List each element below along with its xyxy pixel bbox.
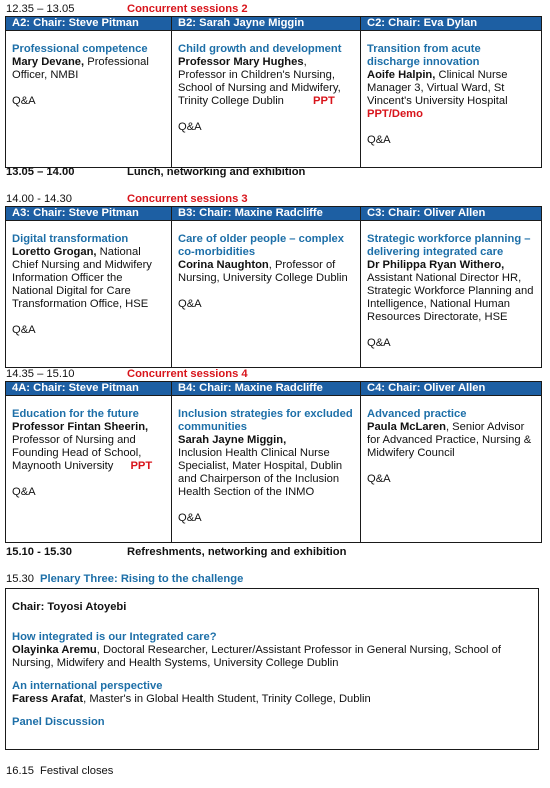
plenary-title: Plenary Three: Rising to the challenge — [40, 573, 244, 585]
column-header: C3: Chair: Oliver Allen — [361, 207, 542, 221]
qa-label: Q&A — [367, 473, 391, 485]
talk-title: Care of older people – complex co-morbidities — [178, 233, 344, 258]
speaker-role: National Chief Nursing and Midwifery Information Officer the National Digital for Care Transformation Office, HSE — [12, 246, 152, 310]
talk-title: Advanced practice — [367, 408, 467, 420]
speaker-name: Mary Devane, — [12, 56, 85, 68]
speaker-role: Professor of Nursing and Founding Head of School, Maynooth University — [12, 434, 142, 472]
qa-label: Q&A — [178, 298, 202, 310]
qa-label: Q&A — [12, 324, 36, 336]
speaker-role: Clinical Nurse Manager 3, Virtual Ward, St Vincent's University Hospital — [367, 69, 508, 107]
lunch-label: Lunch, networking and exhibition — [127, 166, 306, 178]
talk-title: Digital transformation — [12, 233, 129, 245]
talk-title: How integrated is our Integrated care? — [12, 631, 217, 643]
session-2-heading — [6, 3, 546, 16]
session-time: 14.35 – 15.10 — [6, 368, 75, 380]
lunch-time: 13.05 – 14.00 — [6, 166, 75, 178]
session-cell — [361, 31, 542, 168]
session-cell — [6, 396, 172, 543]
session-time: 14.00 - 14.30 — [6, 193, 72, 205]
speaker-name: Aoife Halpin, — [367, 69, 436, 81]
plenary-heading — [6, 573, 243, 586]
plenary-time: 15.30 — [6, 573, 34, 585]
talk-title: Strategic workforce planning – delivering integrated care — [367, 233, 531, 258]
column-header: C4: Chair: Oliver Allen — [361, 382, 542, 396]
column-header: 4A: Chair: Steve Pitman — [6, 382, 172, 396]
talk-title: Professional competence — [12, 43, 148, 55]
refreshments-time: 15.10 - 15.30 — [6, 546, 72, 558]
plenary-box — [5, 588, 539, 750]
close-label: Festival closes — [40, 765, 114, 777]
session-time: 12.35 – 13.05 — [6, 3, 75, 15]
session-title: Concurrent sessions 2 — [127, 3, 248, 15]
session-cell — [6, 221, 172, 368]
speaker-name: Professor Fintan Sheerin, — [12, 421, 149, 433]
qa-label: Q&A — [367, 337, 391, 349]
session-title: Concurrent sessions 4 — [127, 368, 248, 380]
column-header: C2: Chair: Eva Dylan — [361, 17, 542, 31]
column-header: B3: Chair: Maxine Radcliffe — [172, 207, 361, 221]
ppt-badge: PPT — [313, 95, 335, 107]
speaker-name: Sarah Jayne Miggin, — [178, 434, 287, 446]
close-time: 16.15 — [6, 765, 34, 777]
session-cell — [172, 396, 361, 543]
session-cell — [361, 396, 542, 543]
plenary-chair: Chair: Toyosi Atoyebi — [12, 601, 127, 613]
qa-label: Q&A — [178, 121, 202, 133]
column-header: B2: Sarah Jayne Miggin — [172, 17, 361, 31]
session-cell — [172, 221, 361, 368]
speaker-role: , Doctoral Researcher, Lecturer/Assistant Professor in General Nursing, School of Nursing, Midwifery and Health Systems, University College Dublin — [12, 644, 501, 669]
panel-discussion: Panel Discussion — [12, 716, 105, 728]
speaker-name: Corina Naughton — [178, 259, 269, 271]
session-4-table — [5, 381, 542, 543]
speaker-name: Faress Arafat — [12, 693, 84, 705]
qa-label: Q&A — [178, 512, 202, 524]
speaker-role: , Professor in Children's Nursing, School of Nursing and Midwifery, Trinity College Dublin — [178, 56, 341, 107]
lunch-row — [6, 166, 306, 179]
speaker-role: Assistant National Director HR, Strategic Workforce Planning and Intelligence, National Human Resources Directorate, HSE — [367, 272, 534, 323]
festival-closes-row — [6, 765, 113, 778]
talk-title: Inclusion strategies for excluded communities — [178, 408, 353, 433]
session-2-table — [5, 16, 542, 168]
refreshments-label: Refreshments, networking and exhibition — [127, 546, 347, 558]
qa-label: Q&A — [12, 486, 36, 498]
session-3-heading — [6, 193, 546, 206]
speaker-role: Inclusion Health Clinical Nurse Specialist, Mater Hospital, Dublin and Chairperson of the Inclusion Health Section of the INMO — [178, 447, 343, 498]
speaker-role: Professional Officer, NMBI — [12, 56, 149, 81]
ppt-badge: PPT — [130, 460, 153, 472]
speaker-name: Dr Philippa Ryan Withero, — [367, 259, 505, 271]
speaker-name: Paula McLaren — [367, 421, 446, 433]
speaker-name: Loretto Grogan, — [12, 246, 97, 258]
column-header: A3: Chair: Steve Pitman — [6, 207, 172, 221]
session-4-heading — [6, 368, 546, 381]
qa-label: Q&A — [12, 95, 36, 107]
ppt-badge: PPT/Demo — [367, 108, 423, 120]
session-3-table — [5, 206, 542, 368]
talk-title: Education for the future — [12, 408, 139, 420]
talk-title: Child growth and development — [178, 43, 342, 55]
session-title: Concurrent sessions 3 — [127, 193, 248, 205]
session-cell — [6, 31, 172, 168]
session-cell — [172, 31, 361, 168]
speaker-role: , Master's in Global Health Student, Trinity College, Dublin — [83, 693, 371, 705]
refreshments-row — [6, 546, 347, 559]
speaker-name: Olayinka Aremu — [12, 644, 97, 656]
speaker-role: , Senior Advisor for Advanced Practice, Nursing & Midwifery Council — [367, 421, 532, 459]
talk-title: Transition from acute discharge innovation — [367, 43, 481, 68]
speaker-role: , Professor of Nursing, University College Dublin — [178, 259, 348, 284]
session-cell — [361, 221, 542, 368]
column-header: A2: Chair: Steve Pitman — [6, 17, 172, 31]
column-header: B4: Chair: Maxine Radcliffe — [172, 382, 361, 396]
talk-title: An international perspective — [12, 680, 163, 692]
qa-label: Q&A — [367, 134, 391, 146]
speaker-name: Professor Mary Hughes — [178, 56, 304, 68]
